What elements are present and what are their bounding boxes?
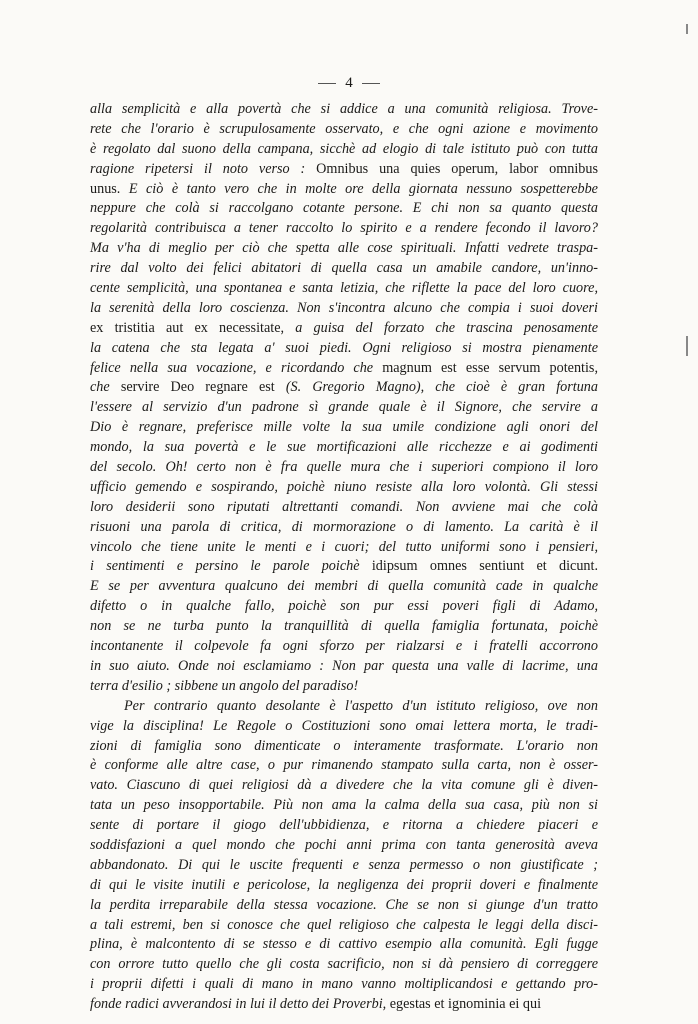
text-line [90, 319, 598, 339]
text-segment: magnum est esse servum potentis, [382, 359, 598, 376]
text-segment: ufficio gemendo e sospirando, poichè niuno resiste alla loro volontà. Gli stessi [90, 478, 598, 495]
text-segment: ragione ripetersi il noto verso : [90, 160, 317, 177]
text-segment: a tali estremi, ben si conosce che quel religioso che calpesta le leggi della disci- [90, 916, 598, 933]
page-text [90, 100, 598, 1015]
text-line [90, 199, 598, 219]
text-line [90, 478, 598, 498]
text-segment: vige la disciplina! Le Regole o Costituzioni sono omai lettera morta, le tradi- [90, 717, 598, 734]
text-segment: rete che l'orario è scrupulosamente osservato, e che ogni azione e movimento [90, 120, 598, 137]
text-line [90, 180, 598, 200]
text-segment: alla semplicità e alla povertà che si addice a una comunità religiosa. Trove- [90, 101, 598, 117]
text-segment: loro desiderii sono riputati altrettanti comandi. Non avviene mai che colà [90, 498, 598, 515]
page-header [0, 73, 698, 93]
header-dash-left [318, 83, 336, 84]
text-segment: cente semplicità, una spontanea e santa letizia, che riflette la pace del loro cuore, [90, 280, 598, 297]
text-line [90, 896, 598, 916]
text-segment: zioni di famiglia sono dimenticate o interamente trasformate. L'orario non [90, 737, 598, 754]
text-segment: idipsum omnes sentiunt et dicunt. [371, 558, 599, 575]
text-line [90, 776, 598, 796]
text-segment: a guisa del forzato che trascina penosamente [295, 319, 598, 336]
text-segment: con orrore tutto quello che gli costa sacrificio, non si dà pensiero di correggere [90, 956, 598, 973]
text-line [90, 160, 598, 180]
text-line [90, 657, 598, 677]
text-segment: E se per avventura qualcuno dei membri di quella comunità cade in qualche [90, 578, 598, 595]
text-segment: abbandonato. Di qui le uscite frequenti e senza permesso o non giustificate ; [90, 856, 598, 873]
text-line [90, 299, 598, 319]
text-segment: sente di portare il giogo dell'ubbidienza, e ritorna a chiedere piaceri e [90, 817, 598, 834]
text-line [90, 796, 598, 816]
text-segment: (S. Gregorio Magno), che cioè è gran fortuna [285, 379, 598, 396]
text-segment: la perdita irreparabile della stessa vocazione. Che se non si giunge d'un tratto [90, 896, 598, 913]
text-segment: di qui le visite inutili e pericolose, la negligenza dei proprii doveri e finalmente [90, 876, 598, 893]
text-line [90, 836, 598, 856]
text-segment: Omnibus una quies operum, labor omnibus [316, 160, 598, 177]
text-line [90, 538, 598, 558]
text-segment: vato. Ciascuno di quei religiosi dà a divedere che la vita comune gli è diven- [90, 777, 598, 794]
text-line [90, 339, 598, 359]
text-segment: incontanente il colpevole fa ogni sforzo per rialzarsi e i fratelli accorrono [90, 638, 598, 655]
text-line [90, 935, 598, 955]
text-segment: soddisfazioni a quel mondo che pochi anni prima con tanta generosità aveva [90, 836, 598, 853]
text-line [90, 557, 598, 577]
text-line [90, 219, 598, 239]
text-segment: plina, è malcontento di se stesso e di cattivo esempio alla comunità. Egli fugge [90, 936, 598, 953]
text-line [90, 378, 598, 398]
text-line [90, 498, 598, 518]
text-segment: è conforme alle altre case, o pur rimanendo stampato sulla carta, non è osser- [90, 757, 598, 774]
margin-mark [686, 24, 688, 34]
page-number: 4 [345, 75, 353, 91]
text-segment: i sentimenti e persino le parole poichè [90, 558, 372, 575]
text-line [90, 916, 598, 936]
text-segment: risuoni una parola di critica, di mormorazione o di lamento. La carità è il [90, 518, 598, 535]
text-segment: fonde radici avverandosi in lui il detto dei Proverbi, [90, 996, 390, 1013]
text-line [90, 518, 598, 538]
text-segment: regolarità contribuisca a tener raccolto lo spirito e a rendere fecondo il lavoro? [90, 220, 598, 237]
text-segment: unus. [90, 180, 129, 197]
text-segment: non se ne turba punto la tranquillità di quella famiglia fortunata, poichè [90, 618, 598, 635]
text-segment: è regolato dal suono della campana, sicchè ad elogio di tale istituto può con tutta [90, 140, 598, 157]
text-line [90, 577, 598, 597]
text-line [90, 955, 598, 975]
text-segment: la catena che sta legata a' suoi piedi. Ogni religioso si mostra pienamente [90, 339, 598, 356]
text-segment: ex tristitia aut ex necessitate, [90, 319, 296, 336]
text-segment: i proprii difetti i quali di mano in mano vanno moltiplicandosi e gettando pro- [90, 976, 598, 993]
text-segment: vincolo che tiene unite le menti e i cuori; del tutto uniformi sono i pensieri, [90, 538, 598, 555]
text-segment: difetto o in qualche fallo, poichè son pur essi poveri figli di Adamo, [90, 598, 598, 615]
text-line [90, 597, 598, 617]
text-line [90, 458, 598, 478]
text-segment: in suo aiuto. Onde noi esclamiamo : Non par questa una valle di lacrime, una [90, 657, 598, 674]
text-line [90, 697, 598, 717]
text-segment: egestas et ignominia ei qui [389, 996, 542, 1013]
text-line [90, 418, 598, 438]
text-line [90, 816, 598, 836]
text-line [90, 717, 598, 737]
text-segment: felice nella sua vocazione, e ricordando che [90, 359, 383, 376]
text-segment: terra d'esilio ; sibbene un angolo del paradiso! [90, 677, 359, 694]
text-segment: tata un peso insopportabile. Più non ama la calma della sua casa, più non si [90, 797, 598, 814]
header-dash-right [362, 83, 380, 84]
text-segment: Ma v'ha di meglio per ciò che spetta alle cose spirituali. Infatti vedrete traspa- [90, 240, 598, 257]
text-segment: servire Deo regnare est [120, 379, 286, 396]
text-line [90, 438, 598, 458]
margin-mark [686, 336, 688, 356]
text-segment: che [90, 379, 121, 396]
text-segment: mondo, la sua povertà e le sue mortificazioni alle ricchezze e ai godimenti [90, 439, 598, 456]
text-segment: Per contrario quanto desolante è l'aspetto d'un istituto religioso, ove non [124, 697, 598, 714]
text-line [90, 398, 598, 418]
text-line [90, 239, 598, 259]
text-line [90, 140, 598, 160]
text-segment: l'essere al servizio d'un padrone sì grande quale è il Signore, che servire a [90, 399, 598, 416]
text-line [90, 975, 598, 995]
text-segment: E ciò è tanto vero che in molte ore della giornata nessuno sospetterebbe [128, 180, 598, 197]
text-segment: Dio è regnare, preferisce mille volte la sua umile condizione agli onori del [90, 419, 598, 436]
text-segment: rire dal volto dei felici abitatori di quella casa un amabile candore, un'inno- [90, 260, 598, 277]
text-line [90, 120, 598, 140]
text-line [90, 876, 598, 896]
text-segment: del secolo. Oh! certo non è fra quelle mura che i superiori compiono il loro [90, 459, 598, 476]
text-line [90, 737, 598, 757]
text-line [90, 279, 598, 299]
text-line [90, 259, 598, 279]
text-line [90, 100, 598, 120]
text-line [90, 995, 598, 1015]
text-line [90, 856, 598, 876]
text-line [90, 677, 598, 697]
text-segment: la serenità della loro coscienza. Non s'incontra alcuno che compia i suoi doveri [90, 299, 598, 316]
text-line [90, 359, 598, 379]
text-line [90, 756, 598, 776]
text-line [90, 617, 598, 637]
text-line [90, 637, 598, 657]
text-segment: neppure che colà si raccolgano cotante persone. E chi non sa quanto questa [90, 200, 598, 217]
